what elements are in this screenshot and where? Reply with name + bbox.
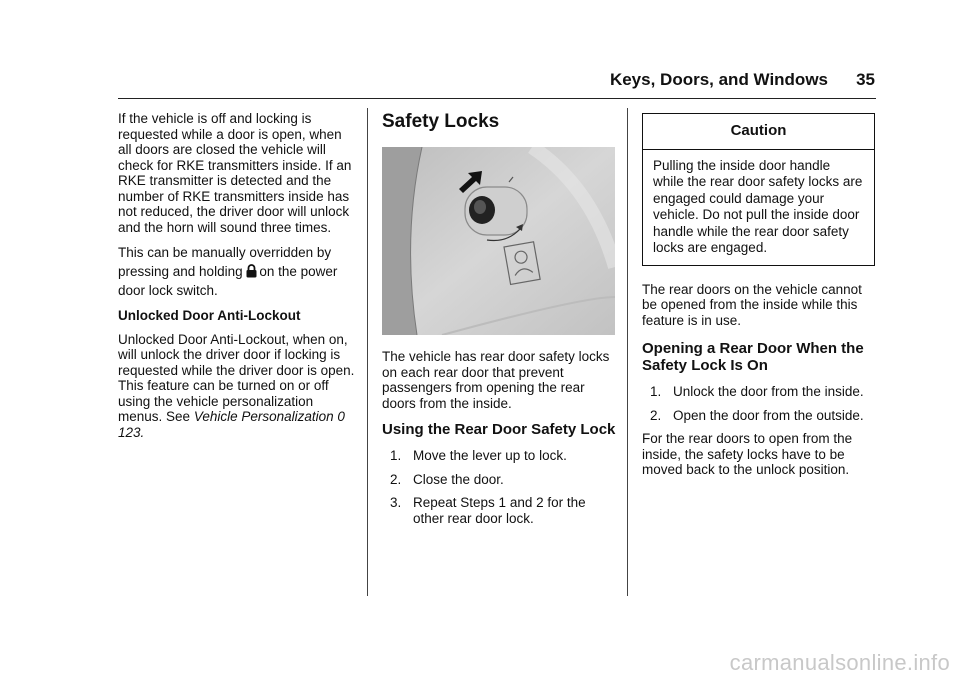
step-number: 2.: [650, 407, 662, 423]
left-column: [118, 111, 358, 448]
step-text: Move the lever up to lock.: [413, 448, 567, 463]
anti-lockout-description-paragraph: [118, 332, 358, 441]
list-item: [642, 384, 875, 400]
caution-text: Pulling the inside door handle while the rear door safety locks are engaged could damage your vehicle. Do not pull the inside door handle while the rear door safety locks are engaged.: [653, 157, 863, 255]
anti-lockout-intro-paragraph: If the vehicle is off and locking is requested while a door is open, when all doors are closed the vehicle will check for RKE transmitters inside. If an RKE transmitter is detected and the number of RKE transmitters inside has not reduced, the driver door will unlock and the horn will sound three times.: [118, 111, 352, 235]
opening-rear-door-steps: [642, 384, 875, 423]
anti-lockout-text: Unlocked Door Anti-Lockout, when on, will unlock the driver door if locking is requested while the driver door is open. This feature can be turned on or off using the vehicle personalization menus. See: [118, 331, 355, 424]
using-safety-lock-steps: [382, 448, 618, 526]
list-item: [382, 448, 618, 464]
vehicle-personalization-reference[interactable]: Vehicle Personalization: [193, 409, 334, 424]
step-text: Close the door.: [413, 471, 504, 487]
step-text: Open the door from the outside.: [673, 407, 864, 423]
opening-rear-door-heading: Opening a Rear Door When the Safety Lock Is On: [642, 340, 864, 374]
safety-locks-description: The vehicle has rear door safety locks on each rear door that prevent passengers from opening the rear doors from the inside.: [382, 349, 610, 411]
step-number: 2.: [390, 471, 402, 487]
rear-doors-inside-paragraph: The rear doors on the vehicle cannot be opened from the inside while this feature is in use.: [642, 281, 862, 328]
period: .: [140, 424, 145, 440]
caution-box: [642, 113, 875, 266]
caution-title: Caution: [643, 114, 874, 150]
header-rule: [118, 98, 876, 99]
middle-column: [382, 111, 618, 534]
list-item: [382, 472, 618, 488]
override-text-before: This can be manually overridden by pressing and holding: [118, 245, 332, 279]
column-divider-right: [627, 108, 628, 596]
override-text-after: on the power door lock switch.: [118, 264, 338, 298]
step-number: 3.: [390, 495, 402, 510]
list-item: [642, 408, 875, 424]
right-column: [642, 113, 875, 486]
step-number: 1.: [650, 384, 662, 399]
rear-door-safety-lock-illustration: [382, 147, 615, 335]
column-divider-left: [367, 108, 368, 596]
page-header-title: Keys, Doors, and Windows: [609, 70, 828, 89]
page-number: 35: [856, 70, 875, 89]
manual-override-paragraph: [118, 243, 358, 300]
watermark: carmanualsonline.info: [729, 650, 950, 675]
unlocked-door-anti-lockout-heading: Unlocked Door Anti-Lockout: [118, 308, 301, 323]
page-reference-number[interactable]: 123: [118, 424, 141, 440]
unlock-position-paragraph: For the rear doors to open from the inside, the safety locks have to be moved back to the unlock position.: [642, 431, 853, 477]
page-reference-symbol: 0: [337, 409, 345, 424]
step-text: Unlock the door from the inside.: [673, 384, 864, 399]
safety-locks-heading: Safety Locks: [382, 111, 500, 132]
step-text: Repeat Steps 1 and 2 for the other rear door lock.: [413, 495, 586, 526]
step-number: 1.: [390, 448, 402, 463]
using-rear-door-safety-lock-heading: Using the Rear Door Safety Lock: [382, 421, 616, 438]
list-item: [382, 495, 618, 526]
lock-icon: [246, 264, 257, 278]
